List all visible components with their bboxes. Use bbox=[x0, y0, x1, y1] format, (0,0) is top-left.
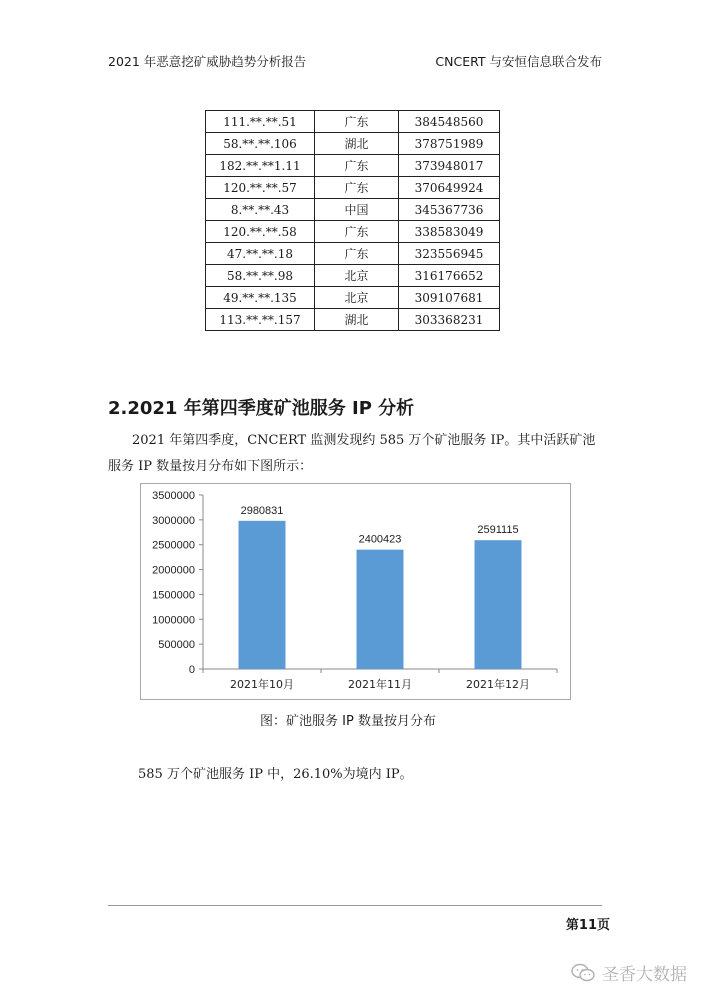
count-cell: 378751989 bbox=[399, 133, 500, 155]
bar bbox=[357, 550, 404, 669]
bar bbox=[475, 540, 522, 669]
y-tick-label: 2500000 bbox=[152, 539, 195, 552]
region-cell: 广东 bbox=[315, 243, 399, 265]
region-cell: 广东 bbox=[315, 155, 399, 177]
figure-caption: 图：矿池服务 IP 数量按月分布 bbox=[260, 714, 436, 729]
ip-cell: 58.**.**.98 bbox=[206, 265, 315, 287]
table-row bbox=[206, 133, 500, 155]
region-cell: 北京 bbox=[315, 287, 399, 309]
count-cell: 345367736 bbox=[399, 199, 500, 221]
watermark-text: 圣香大数据 bbox=[602, 965, 687, 985]
y-tick-label: 3500000 bbox=[152, 490, 195, 502]
region-cell: 广东 bbox=[315, 111, 399, 133]
data-label: 2980831 bbox=[240, 504, 284, 517]
count-cell: 384548560 bbox=[399, 111, 500, 133]
table-row bbox=[206, 155, 500, 177]
paragraph-intro: 2021 年第四季度，CNCERT 监测发现约 585 万个矿池服务 IP。其中活跃矿池服务 IP 数量按月分布如下图所示： bbox=[108, 433, 596, 474]
x-tick-label: 2021年10月 bbox=[230, 678, 294, 691]
count-cell: 370649924 bbox=[399, 177, 500, 199]
region-cell: 广东 bbox=[315, 221, 399, 243]
y-tick-label: 0 bbox=[188, 664, 195, 676]
y-tick-label: 1000000 bbox=[152, 614, 195, 627]
section-title: 2.2021 年第四季度矿池服务 IP 分析 bbox=[108, 398, 415, 419]
chart-svg bbox=[141, 484, 570, 699]
x-tick-label: 2021年12月 bbox=[466, 678, 530, 691]
count-cell: 316176652 bbox=[399, 265, 500, 287]
count-cell: 338583049 bbox=[399, 221, 500, 243]
ip-cell: 120.**.**.57 bbox=[206, 177, 315, 199]
footer-rule bbox=[108, 905, 602, 906]
bar bbox=[239, 521, 286, 669]
header-publisher: CNCERT 与安恒信息联合发布 bbox=[435, 54, 602, 69]
x-tick-label: 2021年11月 bbox=[348, 678, 412, 691]
y-tick-label: 3000000 bbox=[152, 514, 195, 527]
ip-cell: 47.**.**.18 bbox=[206, 243, 315, 265]
region-cell: 湖北 bbox=[315, 309, 399, 331]
y-tick-label: 2000000 bbox=[152, 564, 195, 577]
watermark bbox=[570, 960, 687, 985]
count-cell: 309107681 bbox=[399, 287, 500, 309]
region-cell: 广东 bbox=[315, 177, 399, 199]
count-cell: 303368231 bbox=[399, 309, 500, 331]
y-tick-label: 1500000 bbox=[152, 589, 195, 602]
ip-table bbox=[205, 110, 500, 331]
ip-cell: 8.**.**.43 bbox=[206, 199, 315, 221]
ip-cell: 113.**.**.157 bbox=[206, 309, 315, 331]
ip-cell: 58.**.**.106 bbox=[206, 133, 315, 155]
table-row bbox=[206, 243, 500, 265]
bar-chart bbox=[140, 483, 571, 700]
paragraph-domestic: 585 万个矿池服务 IP 中，26.10%为境内 IP。 bbox=[138, 767, 413, 782]
table-row bbox=[206, 287, 500, 309]
table-row bbox=[206, 309, 500, 331]
table-row bbox=[206, 111, 500, 133]
y-tick-label: 500000 bbox=[158, 639, 195, 652]
table-row bbox=[206, 221, 500, 243]
region-cell: 湖北 bbox=[315, 133, 399, 155]
data-label: 2400423 bbox=[358, 533, 402, 546]
count-cell: 373948017 bbox=[399, 155, 500, 177]
data-label: 2591115 bbox=[477, 524, 519, 537]
ip-cell: 111.**.**.51 bbox=[206, 111, 315, 133]
table-row bbox=[206, 177, 500, 199]
table-row bbox=[206, 265, 500, 287]
header-title: 2021 年恶意挖矿威胁趋势分析报告 bbox=[108, 54, 307, 69]
ip-cell: 120.**.**.58 bbox=[206, 221, 315, 243]
ip-cell: 49.**.**.135 bbox=[206, 287, 315, 309]
page-number: 第11页 bbox=[565, 918, 610, 933]
table-row bbox=[206, 199, 500, 221]
ip-cell: 182.**.**1.11 bbox=[206, 155, 315, 177]
region-cell: 中国 bbox=[315, 199, 399, 221]
wechat-icon bbox=[570, 963, 596, 983]
count-cell: 323556945 bbox=[399, 243, 500, 265]
region-cell: 北京 bbox=[315, 265, 399, 287]
